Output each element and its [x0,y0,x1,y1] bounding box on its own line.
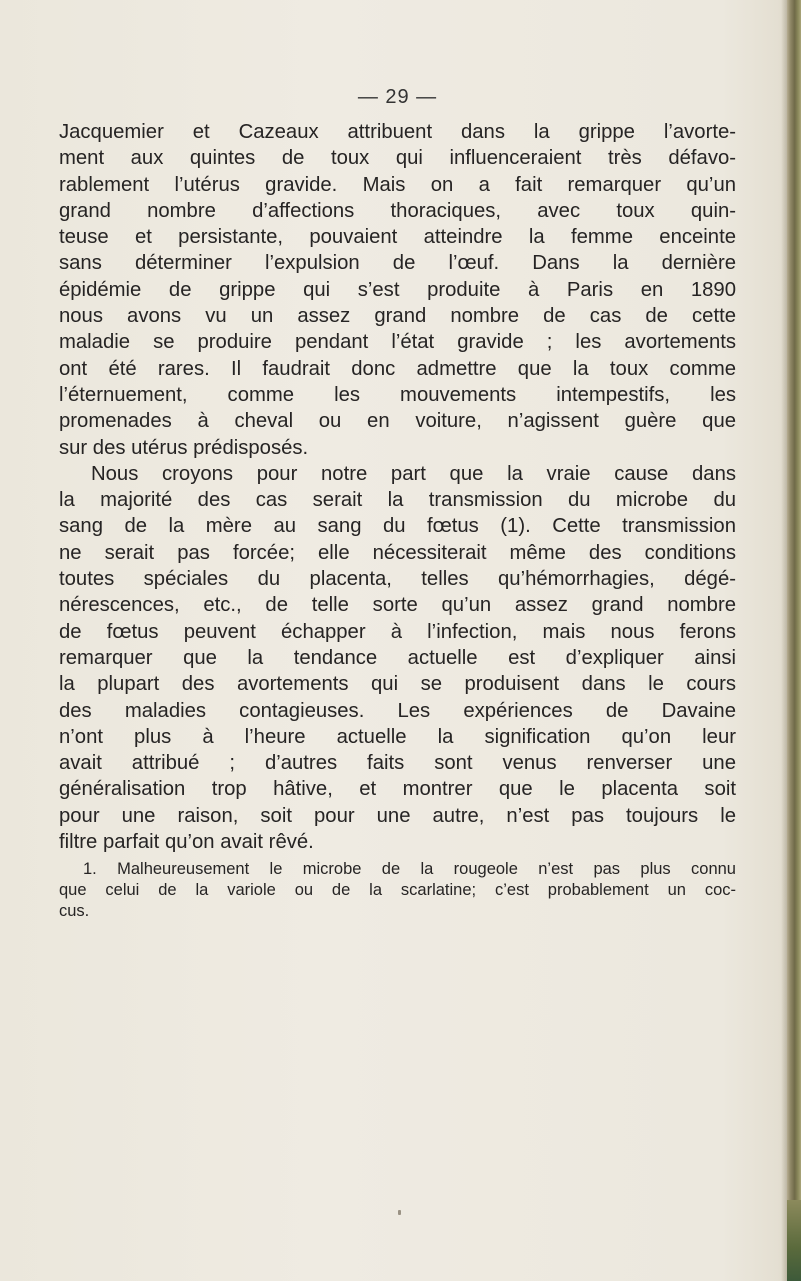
text-line: rablement l’utérus gravide. Mais on a fait remarquer qu’un [59,173,736,196]
text-line: remarquer que la tendance actuelle est d’expliquer ainsi [59,646,736,669]
text-line: teuse et persistante, pouvaient atteindre la femme enceinte [59,226,736,249]
text-line: sang de la mère au sang du fœtus (1). Cette transmission [59,515,736,538]
book-edge [787,0,801,1281]
text-block [59,85,736,922]
text-line: épidémie de grippe qui s’est produite à Paris en 1890 [59,278,736,301]
text-line: la plupart des avortements qui se produisent dans le cours [59,673,736,696]
page-number: — 29 — [357,86,438,108]
footnote-line: 1. Malheureusement le microbe de la rougeole n’est pas plus connu [83,860,736,879]
text-line: ne serait pas forcée; elle nécessiterait même des conditions [59,541,736,564]
paper-speck [398,1210,401,1215]
text-line: ment aux quintes de toux qui influenceraient très défavo- [59,147,736,170]
body-text [59,119,736,855]
text-line: l’éternuement, comme les mouvements intempestifs, les [59,383,736,406]
text-line: la majorité des cas serait la transmission du microbe du [59,489,736,512]
text-line: nérescences, etc., de telle sorte qu’un assez grand nombre [59,594,736,617]
paragraph-end-line: filtre parfait qu’on avait rêvé. [59,831,314,854]
footnote-line: cus. [59,902,90,921]
footnote-line: que celui de la variole ou de la scarlatine; c’est probablement un coc- [59,881,736,900]
text-line: nous avons vu un assez grand nombre de cas de cette [59,305,736,328]
text-line: ont été rares. Il faudrait donc admettre que la toux comme [59,357,736,380]
text-line: avait attribué ; d’autres faits sont venus renverser une [59,752,736,775]
text-line: promenades à cheval ou en voiture, n’agissent guère que [59,410,736,433]
text-line: de fœtus peuvent échapper à l’infection, mais nous ferons [59,620,736,643]
text-line: des maladies contagieuses. Les expériences de Davaine [59,699,736,722]
paragraph-end-line: sur des utérus prédisposés. [59,436,309,459]
book-edge-bottom [787,1200,801,1281]
text-line: sans déterminer l’expulsion de l’œuf. Dans la dernière [59,252,736,275]
text-line: n’ont plus à l’heure actuelle la signification qu’on leur [59,725,736,748]
paragraph-start-line: Nous croyons pour notre part que la vraie cause dans [91,462,736,485]
text-line: maladie se produire pendant l’état gravide ; les avortements [59,331,736,354]
footnote [59,859,736,922]
text-line: toutes spéciales du placenta, telles qu’hémorrhagies, dégé- [59,568,736,591]
text-line: grand nombre d’affections thoraciques, avec toux quin- [59,199,736,222]
text-line: généralisation trop hâtive, et montrer que le placenta soit [59,778,736,801]
text-line: pour une raison, soit pour une autre, n’est pas toujours le [59,804,736,827]
text-line: Jacquemier et Cazeaux attribuent dans la grippe l’avorte- [59,121,736,143]
